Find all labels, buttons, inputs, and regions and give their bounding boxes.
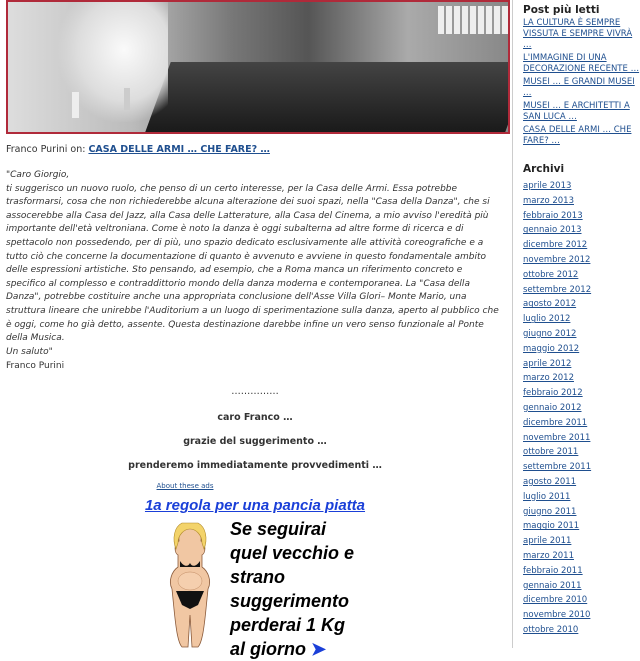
archive-month-link[interactable]: novembre 2010 xyxy=(523,610,591,621)
archive-list xyxy=(523,179,640,638)
list-item xyxy=(523,125,640,147)
list-item xyxy=(523,312,640,327)
signature: Franco Purini xyxy=(6,361,65,372)
archive-month-link[interactable]: giugno 2011 xyxy=(523,506,577,517)
top-post-link[interactable]: L'IMMAGINE DI UNA DECORAZIONE RECENTE … xyxy=(523,53,640,74)
list-item xyxy=(523,18,640,51)
reply-line: caro Franco … xyxy=(217,412,293,424)
photo-floor xyxy=(145,62,510,132)
list-item xyxy=(523,223,640,238)
archive-month-link[interactable]: settembre 2011 xyxy=(523,462,592,473)
archive-month-link[interactable]: dicembre 2012 xyxy=(523,240,588,251)
ad-text-line: strano xyxy=(230,567,286,588)
list-item xyxy=(523,371,640,386)
archive-month-link[interactable]: ottobre 2010 xyxy=(523,624,579,635)
top-posts-list xyxy=(523,18,640,147)
archive-month-link[interactable]: settembre 2012 xyxy=(523,284,592,295)
list-item xyxy=(523,253,640,268)
quote-body: ti suggerisco un nuovo ruolo, che penso di un certo interesse, per la Casa delle Armi. Essa potrebbe trasformarsi, cosa che non richiederebbe alcuna alterazione dei suoi spazi, nella "Casa della Danza", che si assocerebbe alla Casa del Jazz, alla Casa delle Latterature, alla Casa del Cinema, a mio avviso l'eredità più importante dell'età veltroniana. Come è noto la danza è oggi subalterna ad altre forme di ricerca e di spettacolo non possedendo, per di più, uno spazio dedicato esclusivamente alle attività coreografiche e a tutto ciò che concerne la documentazione di quanto è avvenuto e avviene in questo fondamentale ambito delle espressioni artistiche. Sto pensando, ad esempio, che a Roma manca un riferimento concreto e specifico al complesso e contraddittorio mondo della danza moderna e contemporanea. La "Casa della Danza", potrebbe costituire anche una appropriata conclusione dell'Asse Villa Glori– Monte Mario, una struttura lineare che unirebbe l'Auditorium a un luogo di sperimentazione sulla danza, aperto al pubblico che è oggi, come ho già detto, assente. Questa destinazione darebbe infine un vero senso funzionale al Ponte della Musica. xyxy=(6,183,499,344)
archive-heading: Archivi xyxy=(523,163,565,175)
archive-month-link[interactable]: novembre 2011 xyxy=(523,432,591,443)
list-item xyxy=(523,238,640,253)
archive-month-link[interactable]: ottobre 2011 xyxy=(523,447,579,458)
list-item xyxy=(523,401,640,416)
list-item xyxy=(523,357,640,372)
archive-month-link[interactable]: aprile 2012 xyxy=(523,358,572,369)
list-item xyxy=(523,608,640,623)
post-link[interactable]: CASA DELLE ARMI … CHE FARE? … xyxy=(88,144,270,155)
list-item xyxy=(523,460,640,475)
list-item xyxy=(523,53,640,75)
archive-month-link[interactable]: aprile 2013 xyxy=(523,181,572,191)
archive-month-link[interactable]: febbraio 2012 xyxy=(523,388,583,399)
list-item xyxy=(523,593,640,608)
ad-text-line: perderai 1 Kg xyxy=(230,615,346,636)
quote-opening: "Caro Giorgio, xyxy=(6,170,70,180)
quote-closing: Un saluto" xyxy=(6,346,53,357)
archive-month-link[interactable]: giugno 2012 xyxy=(523,328,577,339)
list-item xyxy=(523,475,640,490)
comment-quote xyxy=(6,169,504,359)
separator-dots: …………… xyxy=(231,386,279,398)
list-item xyxy=(523,283,640,298)
archive-month-link[interactable]: gennaio 2011 xyxy=(523,580,582,591)
sidebar xyxy=(512,0,640,648)
list-item xyxy=(523,268,640,283)
reply-line: grazie del suggerimento … xyxy=(183,436,327,448)
archive-month-link[interactable]: ottobre 2012 xyxy=(523,269,579,280)
ad-title-link[interactable]: 1a regola per una pancia piatta xyxy=(144,497,366,515)
archive-month-link[interactable]: maggio 2011 xyxy=(523,521,580,532)
archive-month-link[interactable]: marzo 2011 xyxy=(523,550,574,561)
ad-text-line-last: al giorno xyxy=(230,639,306,660)
post-content xyxy=(6,143,504,660)
list-item xyxy=(523,386,640,401)
list-item xyxy=(523,579,640,594)
arrow-right-icon[interactable]: ➤ xyxy=(311,639,327,660)
top-post-link[interactable]: MUSEI … E GRANDI MUSEI … xyxy=(523,77,635,98)
reply-line: prenderemo immediatamente provvedimenti … xyxy=(128,460,382,472)
ad-text-line: quel vecchio e xyxy=(230,543,355,564)
ad-banner[interactable] xyxy=(6,517,504,660)
archive-month-link[interactable]: febbraio 2011 xyxy=(523,565,583,576)
post-photo xyxy=(6,0,510,134)
archive-month-link[interactable]: maggio 2012 xyxy=(523,343,580,354)
list-item xyxy=(523,534,640,549)
archive-month-link[interactable]: luglio 2011 xyxy=(523,491,571,502)
about-ads-link-wrap xyxy=(0,479,504,493)
archive-month-link[interactable]: agosto 2011 xyxy=(523,476,577,487)
archive-month-link[interactable]: marzo 2013 xyxy=(523,195,574,206)
list-item xyxy=(523,101,640,123)
top-posts-heading: Post più letti xyxy=(523,4,600,16)
list-item xyxy=(523,77,640,99)
archive-month-link[interactable]: gennaio 2013 xyxy=(523,225,582,236)
photo-dancer-leg xyxy=(124,88,130,110)
list-item xyxy=(523,490,640,505)
archive-month-link[interactable]: gennaio 2012 xyxy=(523,402,582,413)
list-item xyxy=(523,623,640,638)
list-item xyxy=(523,179,640,194)
top-post-link[interactable]: CASA DELLE ARMI … CHE FARE? … xyxy=(523,125,632,146)
ad-title[interactable] xyxy=(6,499,504,513)
archive-month-link[interactable]: luglio 2012 xyxy=(523,314,571,325)
ad-text[interactable] xyxy=(230,517,380,661)
archive-month-link[interactable]: dicembre 2010 xyxy=(523,595,588,606)
ad-text-line: Se seguirai xyxy=(230,519,327,540)
top-post-link[interactable]: LA CULTURA È SEMPRE VISSUTA E SEMPRE VIVRÀ … xyxy=(523,18,633,50)
comment-header xyxy=(6,143,504,157)
list-item xyxy=(523,194,640,209)
photo-dancer-leg xyxy=(72,92,79,118)
archive-month-link[interactable]: novembre 2012 xyxy=(523,254,591,265)
list-item xyxy=(523,549,640,564)
ad-text-line: suggerimento xyxy=(230,591,350,612)
archive-month-link[interactable]: aprile 2011 xyxy=(523,536,572,547)
list-item xyxy=(523,297,640,312)
commenter-name: Franco Purini on: xyxy=(6,144,86,155)
list-item xyxy=(523,519,640,534)
list-item xyxy=(523,564,640,579)
list-item xyxy=(523,327,640,342)
top-post-link[interactable]: MUSEI … E ARCHITETTI A SAN LUCA … xyxy=(523,101,630,122)
list-item xyxy=(523,416,640,431)
list-item xyxy=(523,445,640,460)
list-item xyxy=(523,505,640,520)
list-item xyxy=(523,431,640,446)
ad-woman-illustration xyxy=(154,519,226,649)
archive-month-link[interactable]: febbraio 2013 xyxy=(523,210,583,221)
list-item xyxy=(523,209,640,224)
archive-month-link[interactable]: agosto 2012 xyxy=(523,299,577,310)
list-item xyxy=(523,342,640,357)
ad-text-line xyxy=(230,637,380,661)
archive-month-link[interactable]: dicembre 2011 xyxy=(523,417,588,428)
archive-month-link[interactable]: marzo 2012 xyxy=(523,373,574,384)
about-ads-link[interactable]: About these ads xyxy=(156,482,214,491)
photo-window xyxy=(438,6,510,34)
